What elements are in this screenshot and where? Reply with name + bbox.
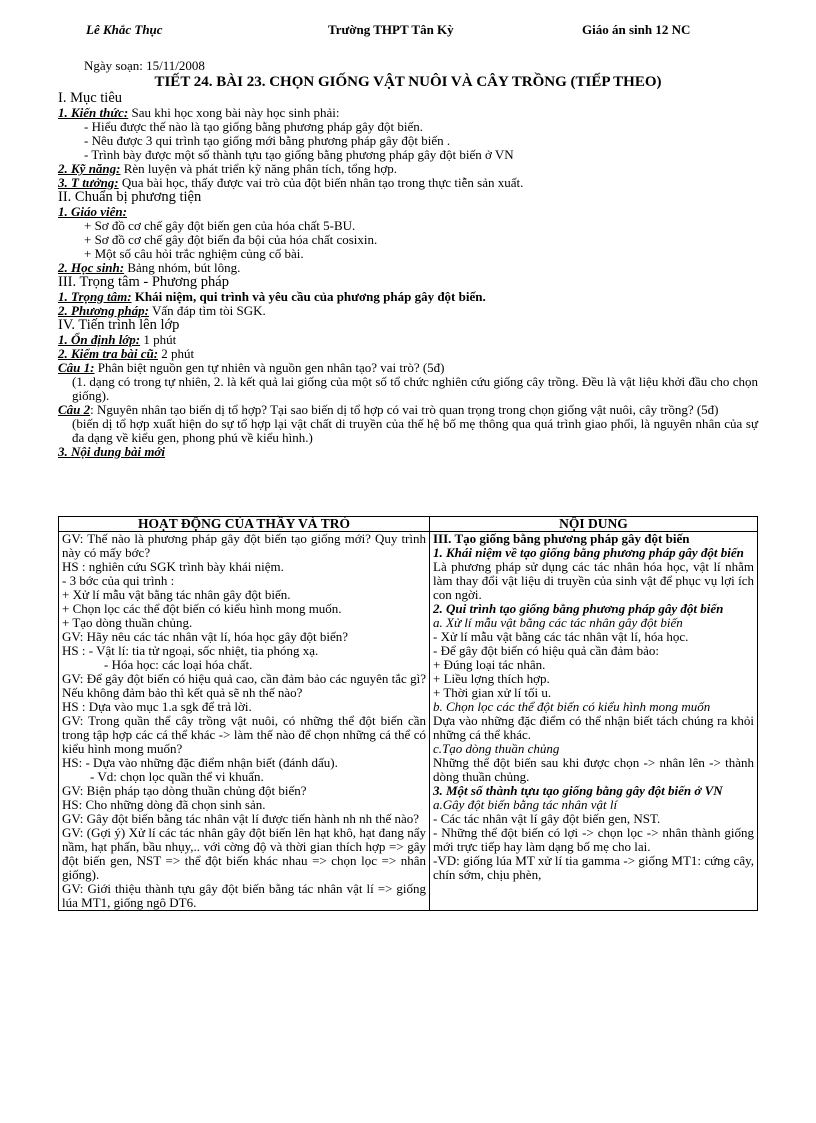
activity-line: HS : - Vật lí: tia tử ngoại, sốc nhiệt, tia phóng xạ. xyxy=(62,643,319,658)
teacher-label-line xyxy=(58,205,758,219)
skill-label: 2. Kỹ năng: xyxy=(58,161,121,176)
method-text: Vấn đáp tìm tòi SGK. xyxy=(148,303,266,318)
activity-line: GV: (Gợi ý) Xử lí các tác nhân gây đột biến lên hạt khô, hạt đang nẩy nầm, hạt phấn, bầu nhụy,.. với cờng độ và thời gian thích hợp => gây đột biến gen, NST => thể đột biến khác nhau => chọn lọc => nhân giống). xyxy=(62,825,426,882)
lesson-title: TIẾT 24. BÀI 23. CHỌN GIỐNG VẬT NUÔI VÀ CÂY TRỒNG (TIẾP THEO) xyxy=(154,74,662,90)
thought-line xyxy=(58,176,758,190)
focus-line xyxy=(58,290,758,304)
skill-text: Rèn luyện và phát triển kỹ năng phân tích, tổng hợp. xyxy=(120,161,398,176)
knowledge-text: Sau khi học xong bài này học sinh phải: xyxy=(128,105,340,120)
content-cell xyxy=(430,532,758,911)
content-text: - Các tác nhân vật lí gây đột biến gen, NST. xyxy=(433,811,661,826)
activity-line: - 3 bớc của qui trình : xyxy=(62,573,175,588)
class-order-line xyxy=(58,333,758,347)
content-text: + Liều lợng thích hợp. xyxy=(433,671,550,686)
content-sub-1: 1. Khái niệm về tạo giống bằng phương pháp gây đột biến xyxy=(433,545,744,560)
new-lesson-label: 3. Nội dung bài mới xyxy=(58,444,166,459)
header-subject: Giáo án sinh 12 NC xyxy=(582,22,691,37)
focus-text: Khái niệm, qui trình và yêu cầu của phương pháp gây đột biến. xyxy=(131,289,486,304)
class-order-label: 1. Ổn định lớp: xyxy=(58,332,141,347)
question-1 xyxy=(58,361,758,375)
activity-line: - Hóa học: các loại hóa chất. xyxy=(104,657,253,672)
knowledge-item: - Hiểu được thế nào là tạo giống bằng phương pháp gây đột biến. xyxy=(84,119,424,134)
header-school: Trường THPT Tân Kỳ xyxy=(328,22,454,37)
thought-label: 3. T tưởng: xyxy=(58,175,119,190)
section-procedure-heading: IV. Tiến trình lên lớp xyxy=(58,317,180,333)
knowledge-label: 1. Kiến thức: xyxy=(58,105,129,120)
knowledge-item: - Nêu được 3 qui trình tạo giống mới bằng phương pháp gây đột biến . xyxy=(84,133,451,148)
preparation-date: Ngày soạn: 15/11/2008 xyxy=(84,58,205,73)
student-line xyxy=(58,261,758,275)
section-focus-heading: III. Trọng tâm - Phương pháp xyxy=(58,274,229,290)
teacher-item: + Sơ đồ cơ chế gây đột biến gen của hóa chất 5-BU. xyxy=(84,218,356,233)
student-text: Bảng nhóm, bút lông. xyxy=(124,260,241,275)
activity-line: GV: Trong quần thể cây trồng vật nuôi, có những thể đột biến cần trong tập hợp các cá thể khác -> làm thế nào để chọn những cá thể có kiểu hình mong muốn? xyxy=(62,713,426,756)
content-sub-3: 3. Một số thành tựu tạo giống bằng gây đột biến ở VN xyxy=(433,783,723,798)
teacher-label: 1. Giáo viên: xyxy=(58,204,127,219)
thought-text: Qua bài học, thấy được vai trò của đột biến nhân tạo trong thực tiễn sản xuất. xyxy=(118,175,524,190)
content-step-a: a. Xử lí mẫu vật bằng các tác nhân gây đột biến xyxy=(433,615,683,630)
content-text: -VD: giống lúa MT xử lí tia gamma -> giống MT1: cứng cây, chín sớm, chịu phèn, xyxy=(433,853,754,882)
content-text: - Xử lí mẫu vật bằng các tác nhân vật lí, hóa học. xyxy=(433,629,689,644)
activity-line: GV: Biện pháp tạo dòng thuần chủng đột biến? xyxy=(62,783,307,798)
activity-line: HS: Cho những dòng đã chọn sinh sản. xyxy=(62,797,266,812)
activity-line: GV: Hãy nêu các tác nhân vật lí, hóa học gây đột biến? xyxy=(62,629,349,644)
table-row xyxy=(59,532,758,911)
new-lesson-line xyxy=(58,445,758,459)
content-text: - Để gây đột biến có hiệu quả cần đảm bảo: xyxy=(433,643,659,658)
method-line xyxy=(58,304,758,318)
lesson-content xyxy=(58,58,758,459)
method-label: 2. Phương pháp: xyxy=(58,303,149,318)
content-step-c: c.Tạo dòng thuần chủng xyxy=(433,741,560,756)
activities-cell xyxy=(59,532,430,911)
question-2-label: Câu 2 xyxy=(58,402,91,417)
activity-line: GV: Để gây đột biến có hiệu quả cao, cần đảm bảo các nguyên tắc gì? Nếu không đảm bảo thì kết quả sẽ nh thế nào? xyxy=(62,671,426,700)
focus-label: 1. Trọng tâm: xyxy=(58,289,132,304)
activity-line: GV: Giới thiệu thành tựu gây đột biến bằng tác nhân vật lí => giống lúa MT1, giống ngô DT6. xyxy=(62,881,426,910)
table-header-row xyxy=(59,517,758,532)
section-objectives-heading: I. Mục tiêu xyxy=(58,90,123,106)
page-header xyxy=(0,22,816,40)
teacher-item: + Một số câu hỏi trắc nghiệm củng cố bài. xyxy=(84,246,304,261)
student-label: 2. Học sinh: xyxy=(58,260,125,275)
content-heading: III. Tạo giống bằng phương pháp gây đột biến xyxy=(433,531,690,546)
content-sub-2: 2. Qui trình tạo giống bằng phương pháp gây đột biến xyxy=(433,601,724,616)
review-label: 2. Kiểm tra bài cũ: xyxy=(58,346,159,361)
activity-line: - Vd: chọn lọc quần thể vi khuẩn. xyxy=(90,769,264,784)
content-text: + Thời gian xử lí tối u. xyxy=(433,685,552,700)
content-step-b: b. Chọn lọc các thể đột biến có kiểu hình mong muốn xyxy=(433,699,711,714)
skill-line xyxy=(58,162,758,176)
question-1-answer: (1. dạng có trong tự nhiên, 2. là kết quả lai giống của một số tổ chức nghiên cứu giống cây trồng. Đều là vật liệu khởi đầu cho chọn giống). xyxy=(72,374,758,403)
section-preparation-heading: II. Chuẩn bị phương tiện xyxy=(58,189,202,205)
teacher-item: + Sơ đồ cơ chế gây đột biến đa bội của hóa chất cosixin. xyxy=(84,232,378,247)
activity-line: HS : Dựa vào mục 1.a sgk để trả lời. xyxy=(62,699,252,714)
question-2-answer: (biến dị tổ hợp xuất hiện do sự tổ hợp lại vật chất di truyền của thế hệ bố mẹ thông qua quá trình giao phối, là nguyên nhân của sự đa dạng về kiểu gen, phong phú về kiểu hình.) xyxy=(72,416,758,445)
knowledge-item: - Trình bày được một số thành tựu tạo giống bằng phương pháp gây đột biến ở VN xyxy=(84,147,514,162)
content-text: Dựa vào những đặc điểm có thể nhận biết tách chúng ra khỏi những cá thể khác. xyxy=(433,713,754,742)
table-header-activities: HOẠT ĐỘNG CỦA THẦY VÀ TRÒ xyxy=(59,517,430,532)
review-text: 2 phút xyxy=(158,346,195,361)
activity-line: HS: - Dựa vào những đặc điểm nhận biết (đánh dấu). xyxy=(62,755,338,770)
content-step-d: a.Gây đột biến bằng tác nhân vật lí xyxy=(433,797,618,812)
class-order-text: 1 phút xyxy=(140,332,177,347)
knowledge-line xyxy=(58,106,758,120)
activity-line: GV: Thế nào là phương pháp gây đột biến tạo giống mới? Quy trình này có mấy bớc? xyxy=(62,531,426,560)
content-text: Là phương pháp sử dụng các tác nhân hóa học, vật lí nhằm làm thay đổi vật liệu di truyền của sinh vật để phục vụ lợi ích con ngời. xyxy=(433,559,754,602)
content-text: - Những thể đột biến có lợi -> chọn lọc -> nhân thành giống mới trực tiếp hay làm dạng bố mẹ cho lai. xyxy=(433,825,754,854)
header-author: Lê Khắc Thục xyxy=(86,22,163,37)
question-2-text: : Nguyên nhân tạo biến dị tổ hợp? Tại sao biến dị tổ hợp có vai trò quan trọng trong chọn giống vật nuôi, cây trồng? (5đ) xyxy=(90,402,719,417)
content-text: Những thể đột biến sau khi được chọn -> nhân lên -> thành dòng thuần chủng. xyxy=(433,755,754,784)
activity-line: + Chọn lọc các thể đột biến có kiểu hình mong muốn. xyxy=(62,601,342,616)
question-1-text: Phân biệt nguồn gen tự nhiên và nguồn gen nhân tạo? vai trò? (5đ) xyxy=(94,360,445,375)
activity-line: GV: Gây đột biến bằng tác nhân vật lí được tiến hành nh nh thế nào? xyxy=(62,811,419,826)
question-2 xyxy=(58,403,758,417)
activity-line: + Tạo dòng thuần chủng. xyxy=(62,615,193,630)
table-header-content: NỘI DUNG xyxy=(430,517,758,532)
activity-table xyxy=(58,516,758,911)
review-line xyxy=(58,347,758,361)
question-1-label: Câu 1: xyxy=(58,360,95,375)
activity-line: HS : nghiên cứu SGK trình bày khái niệm. xyxy=(62,559,284,574)
activity-line: + Xử lí mẫu vật bằng tác nhân gây đột biến. xyxy=(62,587,291,602)
content-text: + Đúng loại tác nhân. xyxy=(433,657,546,672)
